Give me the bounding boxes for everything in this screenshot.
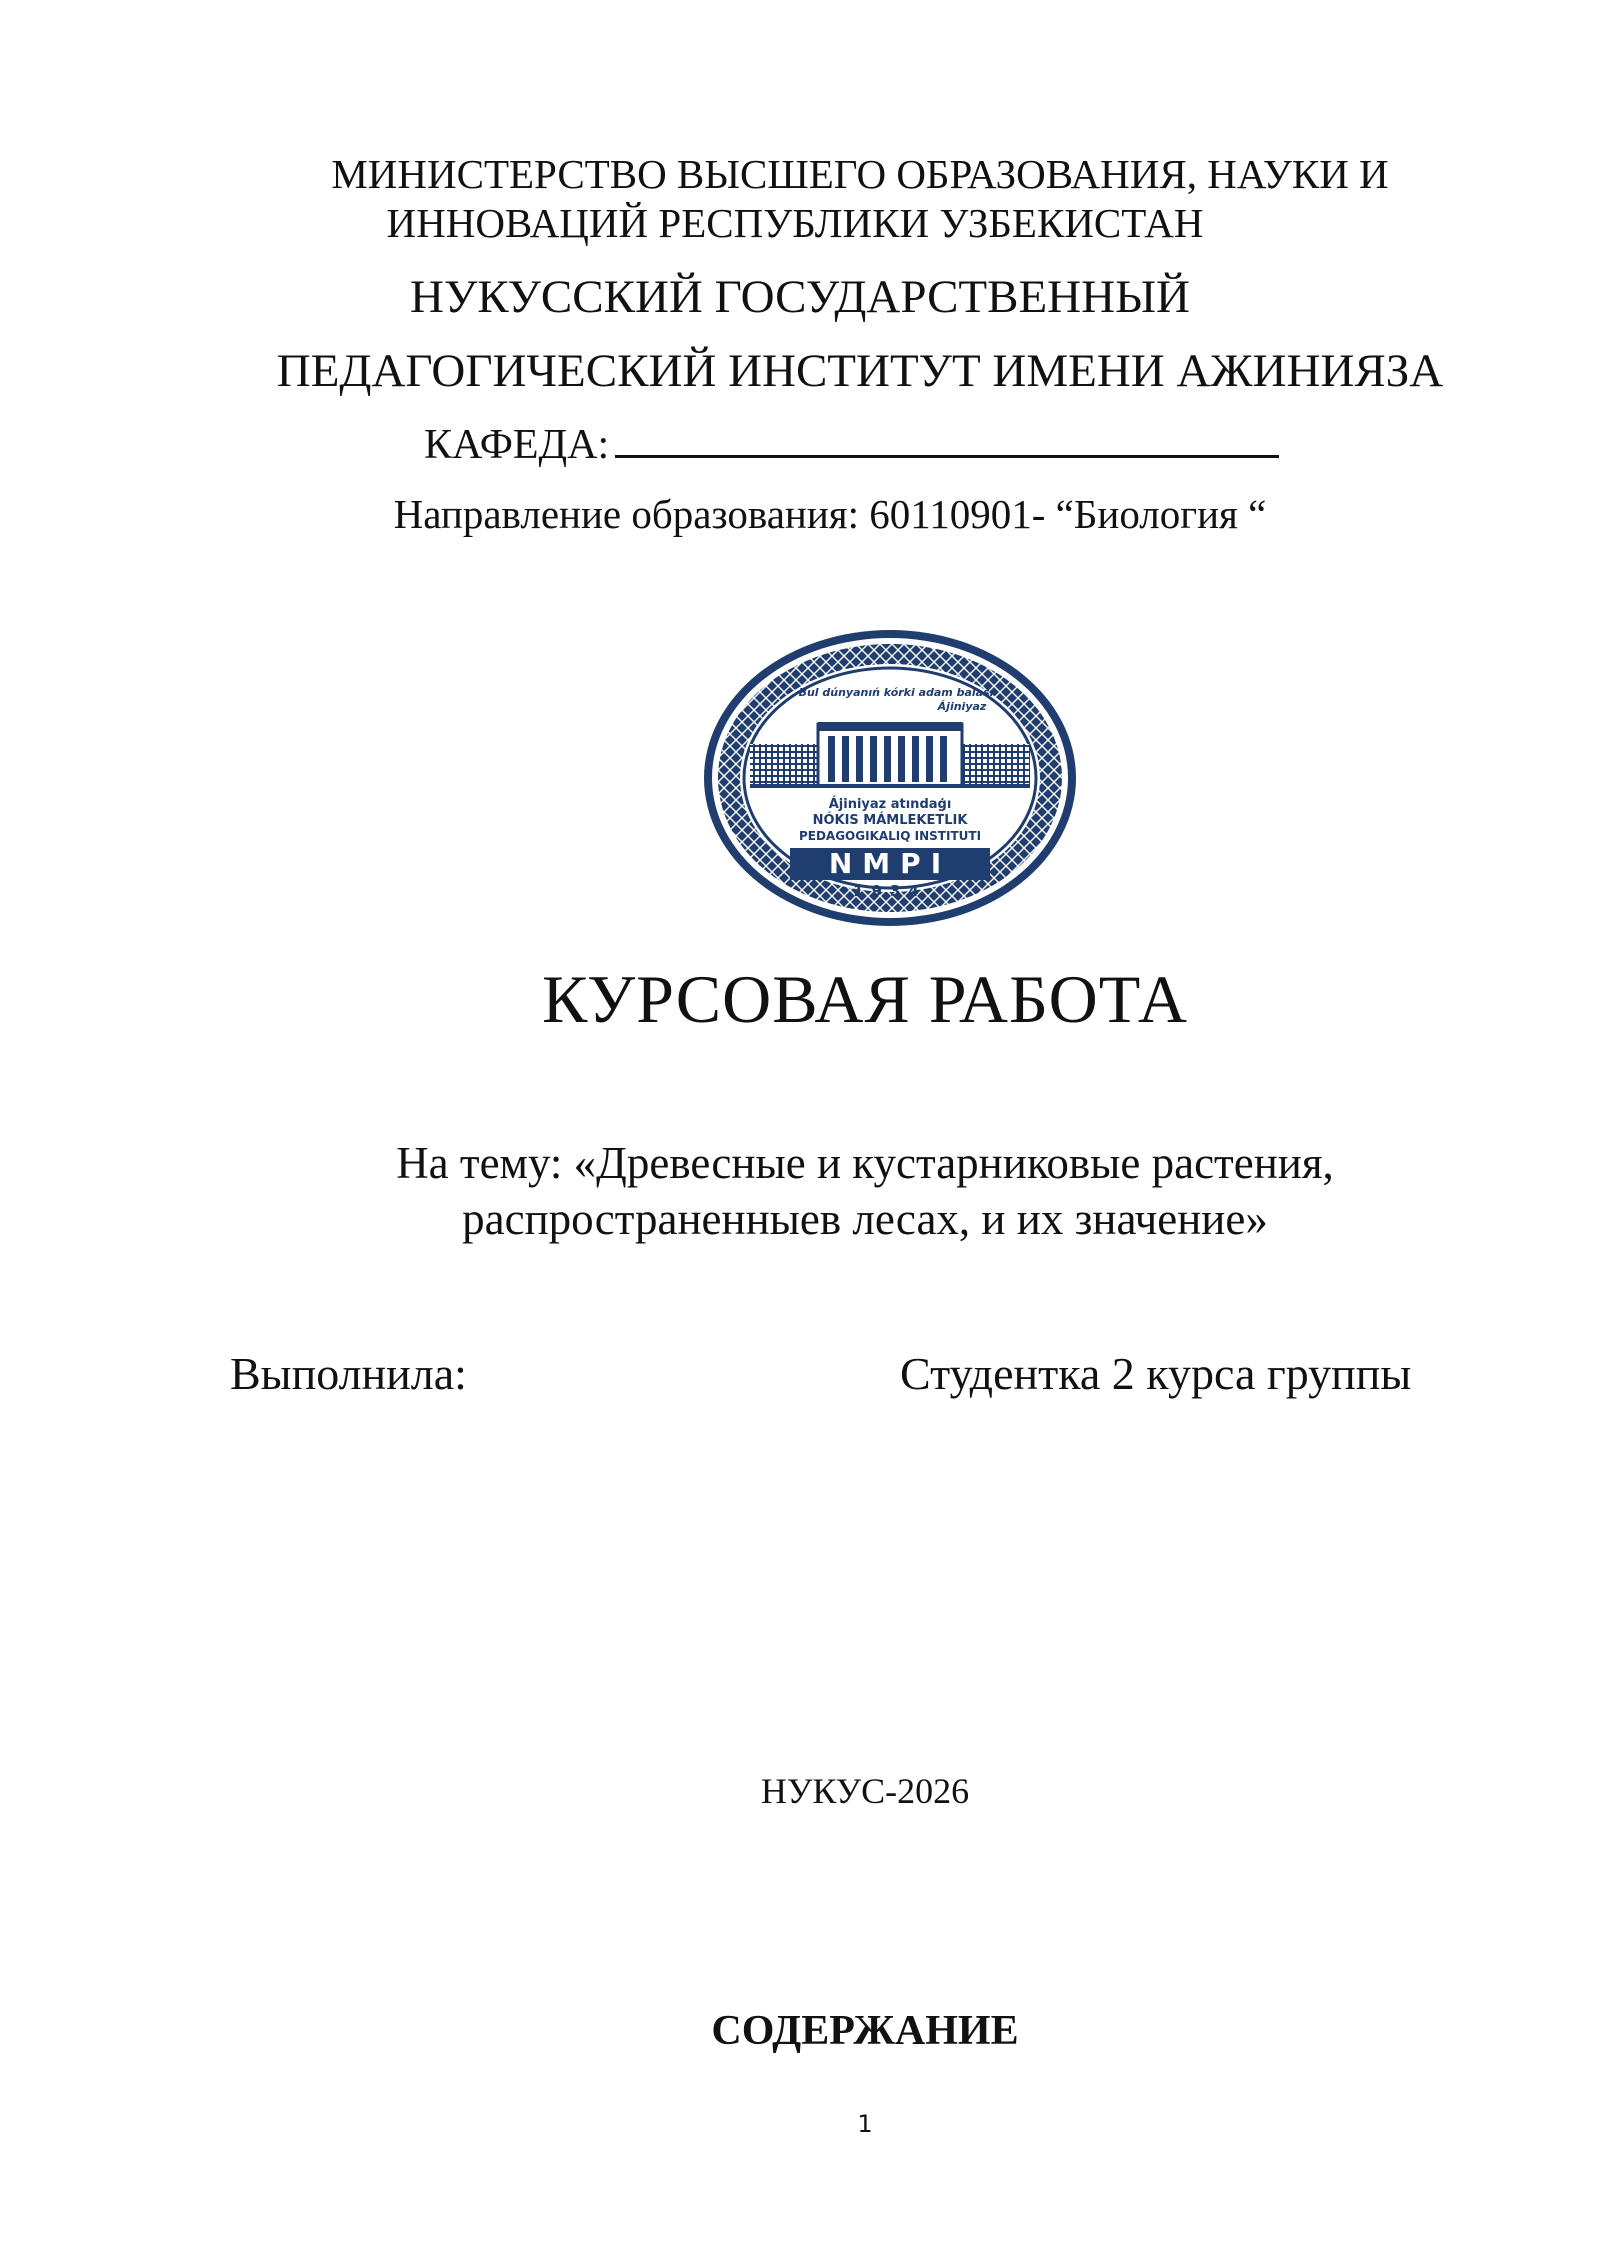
institute-line-2: ПЕДАГОГИЧЕСКИЙ ИНСТИТУТ ИМЕНИ АЖИНИЯЗА: [276, 345, 1444, 397]
department-line: [424, 415, 1279, 469]
logo-abbr: NMPI: [828, 847, 952, 880]
topic-line-2: распространенныев лесах, и их значение»: [462, 1194, 1268, 1244]
department-blank: [615, 415, 1279, 458]
performer-value: Студентка 2 курса группы: [900, 1348, 1412, 1399]
contents-heading: СОДЕРЖАНИЕ: [711, 2008, 1019, 2054]
institute-line-1: НУКУССКИЙ ГОСУДАРСТВЕННЫЙ: [410, 271, 1190, 323]
institute-logo: [700, 626, 1080, 930]
logo-motto-1: Bul dúnyanıń kórki adam balası: [798, 686, 994, 699]
logo-year: 1934: [853, 882, 927, 900]
department-label: КАФЕДА:: [424, 422, 610, 468]
logo-name-2: NÓKIS MÁMLEKETLIK: [812, 813, 968, 828]
logo-name-1: Ájiniyaz atındaģı: [828, 797, 952, 812]
logo-name-3: PEDAGOGIKALIQ INSTITUTI: [798, 829, 982, 843]
city-year: НУКУС-2026: [760, 1771, 970, 1811]
education-direction: Направление образования: 60110901- “Биология “: [393, 491, 1267, 537]
page-number: 1: [857, 2110, 873, 2138]
document-title: КУРСОВАЯ РАБОТА: [542, 961, 1188, 1037]
logo-motto-2: Ájiniyaz: [937, 700, 987, 713]
ministry-line-2: ИННОВАЦИЙ РЕСПУБЛИКИ УЗБЕКИСТАН: [386, 200, 1204, 246]
logo-building-columns: [828, 736, 947, 782]
ministry-line-1: МИНИСТЕРСТВО ВЫСШЕГО ОБРАЗОВАНИЯ, НАУКИ И: [331, 151, 1389, 197]
topic-line-1: На тему: «Древесные и кустарниковые растения,: [396, 1138, 1334, 1188]
performer-label: Выполнила:: [230, 1348, 467, 1399]
